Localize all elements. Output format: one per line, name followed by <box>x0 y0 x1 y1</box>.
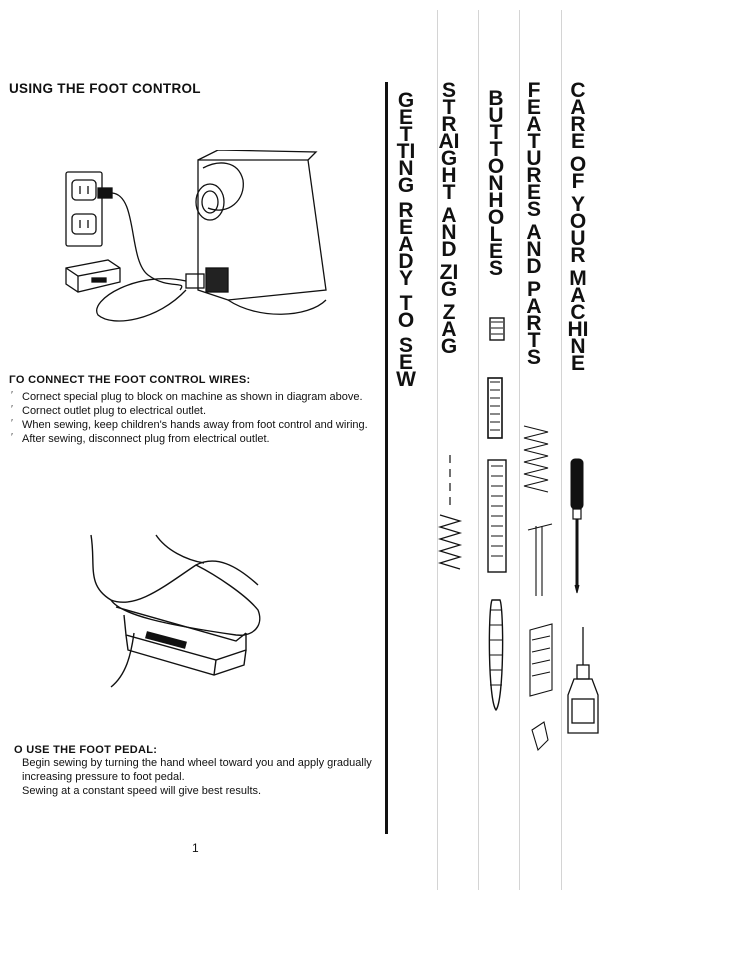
tab-word: YOUR <box>569 193 587 267</box>
tab-word: PARTS <box>526 278 542 369</box>
feature-stitch-icons <box>518 420 560 760</box>
page-number: 1 <box>192 841 199 855</box>
tab-word: ZIG <box>439 261 459 301</box>
tab-divider <box>561 10 562 890</box>
tab-word: AND <box>526 221 542 278</box>
connect-wires-list <box>9 390 377 446</box>
tab-word: ZAG <box>440 301 458 358</box>
list-item: ′ Cornect special plug to block on machine as shown in diagram above. <box>9 390 377 404</box>
oil-can-icon <box>562 625 604 740</box>
index-rule <box>385 82 388 834</box>
page-title: USING THE FOOT CONTROL <box>9 81 201 96</box>
tab-getting-ready-to-sew[interactable] <box>394 89 418 391</box>
list-item: ′ When sewing, keep children's hands away from foot control and wiring. <box>9 418 377 432</box>
tab-word: STRAIGHT <box>438 79 460 204</box>
tab-word: OF <box>569 153 587 193</box>
tab-straight-and-zig-zag[interactable] <box>437 79 461 358</box>
list-item: ′ After sewing, disconnect plug from electrical outlet. <box>9 432 377 446</box>
buttonhole-stitch-icon <box>482 310 516 720</box>
tab-word: TO <box>397 292 415 332</box>
tab-care-of-your-machine[interactable] <box>566 79 590 375</box>
tab-word: BUTTONHOLES <box>487 87 505 280</box>
pedal-instruction: Sewing at a constant speed will give best results. <box>22 785 262 797</box>
foot-pedal-body <box>22 756 377 798</box>
tab-word: READY <box>398 199 414 290</box>
tab-features-and-parts[interactable] <box>522 79 546 369</box>
foot-on-pedal-illustration <box>86 525 271 690</box>
screwdriver-icon <box>566 455 588 595</box>
tab-buttonholes[interactable] <box>484 87 508 280</box>
tab-word: GETTING <box>396 89 416 197</box>
foot-control-connection-illustration <box>58 150 330 330</box>
connect-wires-heading: ΓO CONNECT THE FOOT CONTROL WIRES: <box>9 374 251 386</box>
tab-divider <box>478 10 479 890</box>
straight-and-zigzag-stitch-icon <box>436 455 464 575</box>
foot-pedal-heading: O USE THE FOOT PEDAL: <box>14 744 158 756</box>
tab-word: SEW <box>396 334 416 391</box>
tab-word: MACHINE <box>567 267 589 375</box>
list-item: ′ Cornect outlet plug to electrical outlet. <box>9 404 377 418</box>
tab-word: AND <box>441 204 457 261</box>
pedal-instruction: Begin sewing by turning the hand wheel toward you and apply gradually increasing pressure to foot pedal. <box>22 757 372 783</box>
tab-word: CARE <box>570 79 586 153</box>
tab-word: FEATURES <box>526 79 542 221</box>
